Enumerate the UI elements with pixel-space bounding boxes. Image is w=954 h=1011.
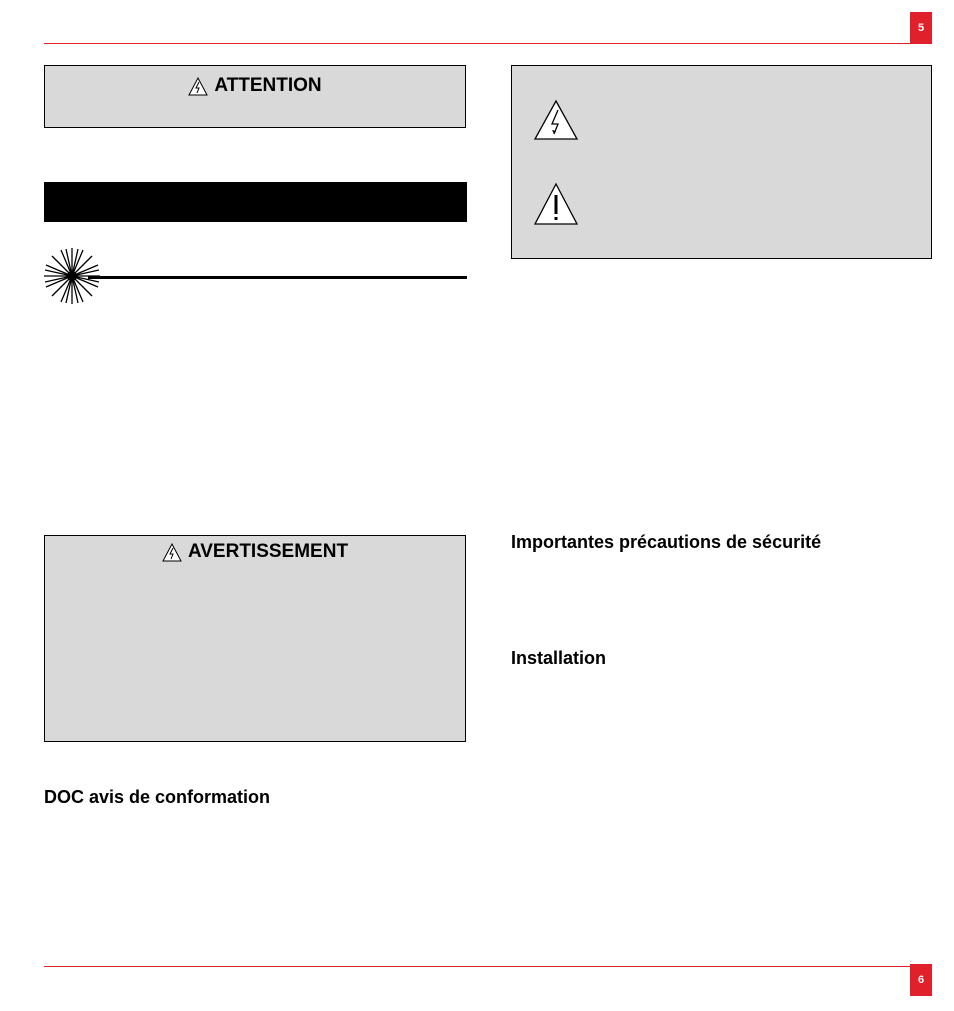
avertissement-heading — [45, 541, 465, 563]
page-number-top — [910, 12, 932, 44]
symbols-box — [511, 65, 932, 259]
laser-rule — [88, 276, 467, 279]
header-rule — [44, 43, 932, 44]
lightning-triangle-icon — [188, 77, 208, 96]
section-title-doc: DOC avis de conformation — [44, 787, 271, 807]
black-title-bar — [44, 182, 467, 222]
lightning-triangle-icon — [533, 99, 579, 141]
exclamation-triangle-icon — [533, 182, 579, 226]
avertissement-heading-label: AVERTISSEMENT — [187, 541, 349, 562]
page-number-top-label: 5 — [917, 22, 925, 34]
section-title-installation: Installation — [511, 648, 607, 668]
section-title-precautions: Importantes précautions de sécurité — [511, 532, 822, 552]
page-number-bottom — [910, 964, 932, 996]
attention-heading-label: ATTENTION — [214, 75, 322, 96]
avertissement-box — [44, 535, 466, 742]
page-number-bottom-label: 6 — [917, 974, 925, 986]
attention-box — [44, 65, 466, 128]
lightning-triangle-icon — [162, 543, 182, 562]
attention-heading — [45, 75, 465, 97]
footer-rule — [44, 966, 932, 967]
